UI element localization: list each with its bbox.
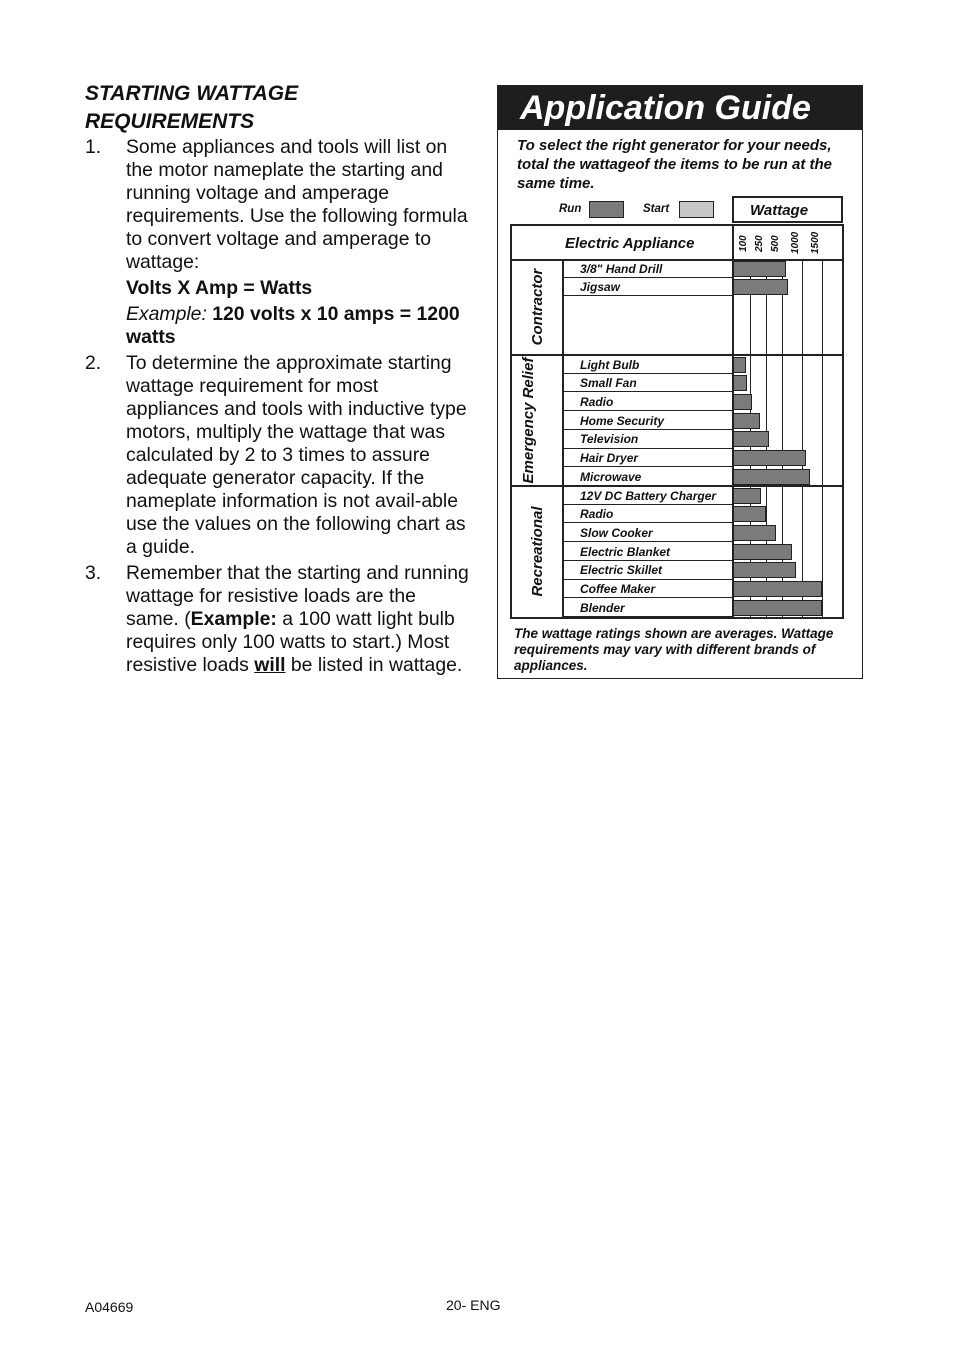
section-heading: STARTING WATTAGE REQUIREMENTS [85, 82, 299, 133]
guide-title: Application Guide [520, 89, 811, 127]
appliance-label: Jigsaw [580, 280, 621, 295]
wattage-bar [733, 450, 806, 466]
wattage-label: Wattage [750, 202, 809, 219]
wattage-bar [733, 488, 761, 504]
appliance-label: Radio [580, 394, 614, 409]
header-divider [732, 226, 734, 261]
tick-label: 1000 [790, 231, 801, 254]
row-separator [562, 466, 734, 467]
appliance-label: Electric Skillet [580, 563, 663, 578]
wattage-bar [733, 431, 769, 447]
wattage-bar [733, 279, 788, 295]
appliance-label: Television [580, 432, 639, 447]
row-separator [562, 373, 734, 374]
row-separator [562, 391, 734, 392]
appliance-label: Coffee Maker [580, 582, 656, 596]
row-separator [562, 295, 734, 296]
appliance-label: Small Fan [580, 376, 637, 391]
tick-label: 1500 [810, 231, 821, 254]
appliance-label: Electric Blanket [580, 544, 671, 559]
appliance-label: Home Security [580, 413, 665, 428]
tick-label: 250 [754, 235, 765, 252]
group-separator [512, 485, 842, 487]
row-separator [562, 616, 734, 617]
appliance-label: 12V DC Battery Charger [580, 488, 717, 503]
application-guide [497, 85, 863, 679]
legend-run-label: Run [559, 203, 582, 215]
category-divider [562, 259, 564, 617]
list-number: 1. [85, 136, 102, 158]
row-separator [562, 410, 734, 411]
example-label: Example: [190, 608, 277, 630]
row-separator [562, 504, 734, 505]
row-separator [562, 579, 734, 580]
wattage-header [732, 196, 843, 223]
list-item-2-text: To determine the approximate starting wattage requirement for most appliances and tools with inductive type motors, multiply the wattage that was calculated by 2 to 3 times to assure adequate generator capacity. If the nameplate information is not avail-able use the values on the following chart as a guide. [126, 352, 467, 558]
chart-body [510, 259, 844, 619]
guide-footnote: The wattage ratings shown are averages. Wattage requirements may vary with different brands of appliances. [514, 626, 834, 673]
example-text: 120 volts x 10 amps = 1200 watts [126, 303, 460, 348]
chart-header-row [510, 224, 844, 261]
list-number: 3. [85, 562, 102, 584]
row-separator [562, 560, 734, 561]
wattage-bar [733, 357, 746, 373]
column-header: Electric Appliance [565, 235, 695, 252]
legend-start-swatch [679, 201, 714, 218]
category-label: Contractor [528, 268, 546, 346]
wattage-bar [733, 562, 796, 578]
row-separator [562, 541, 734, 542]
guide-title-bar [498, 86, 862, 130]
row-separator [562, 597, 734, 598]
category-label: Emergency Relief [520, 357, 537, 484]
row-separator [562, 522, 734, 523]
guide-intro: To select the right generator for your needs, total the wattageof the items to be run at the same time. [517, 137, 833, 192]
row-separator [562, 429, 734, 430]
wattage-bar [733, 469, 810, 485]
legend-start-label: Start [643, 203, 670, 215]
wattage-bar [733, 600, 822, 616]
legend-run-swatch [589, 201, 624, 218]
list-item-3-text-a: Remember that the starting and running wattage for resistive loads are the same. ( [126, 562, 469, 630]
list-item-3-text-c: be listed in wattage. [285, 654, 463, 676]
category-label: Recreational [528, 506, 546, 597]
appliance-label: Blender [580, 600, 625, 615]
wattage-bar [733, 581, 822, 597]
appliance-label: Microwave [580, 469, 642, 484]
instructions-column [85, 80, 470, 677]
row-separator [562, 448, 734, 449]
tick-label: 100 [738, 235, 749, 252]
list-item-2 [85, 352, 470, 559]
list-item-1 [85, 136, 470, 274]
list-number: 2. [85, 352, 102, 374]
formula-example [85, 303, 470, 349]
appliance-label: 3/8" Hand Drill [580, 261, 663, 276]
list-item-1-text: Some appliances and tools will list on the motor nameplate the starting and running voltage and amperage requirements. Use the following formula to convert voltage and amperage to wattage: [126, 136, 468, 273]
list-item-3-text-b: a 100 watt light bulb requires only 100 watts to start.) Most resistive loads [126, 608, 455, 676]
row-separator [562, 277, 734, 278]
wattage-bar [733, 413, 760, 429]
tick-label: 500 [770, 235, 781, 252]
example-label: Example: [126, 303, 207, 325]
appliance-label: Hair Dryer [580, 451, 639, 465]
page-number: 20- ENG [446, 1297, 501, 1313]
wattage-bar [733, 525, 776, 541]
formula: Volts X Amp = Watts [126, 277, 313, 299]
appliance-label: Radio [580, 507, 614, 522]
appliance-label: Slow Cooker [580, 525, 653, 540]
wattage-bar [733, 506, 766, 522]
gridline-1000 [802, 259, 803, 617]
group-separator [512, 354, 842, 356]
wattage-bar [733, 394, 752, 410]
emphasis-will: will [254, 654, 286, 676]
document-code: A04669 [85, 1299, 134, 1315]
list-item-3 [85, 562, 470, 677]
gridline-1500 [822, 259, 823, 617]
wattage-bar [733, 261, 786, 277]
wattage-bar [733, 375, 747, 391]
appliance-label: Light Bulb [580, 357, 640, 372]
wattage-bar [733, 544, 792, 560]
